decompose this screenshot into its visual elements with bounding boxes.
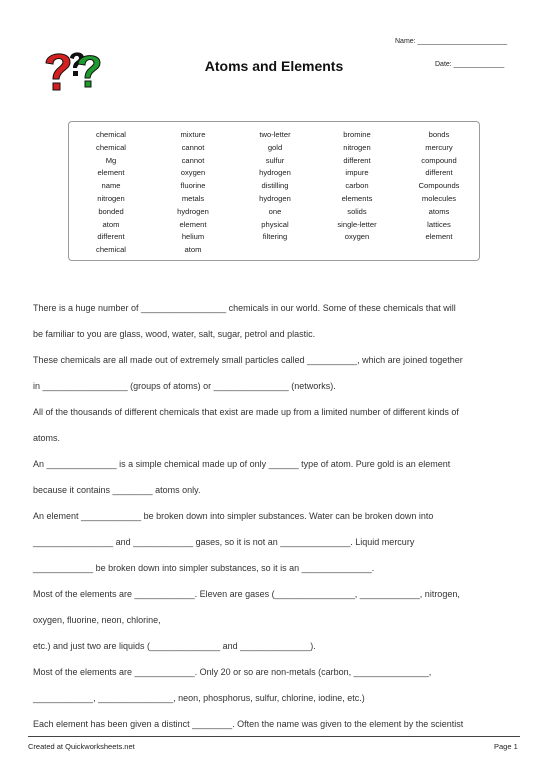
word-bank-word: different: [425, 168, 453, 178]
word-bank-word: two-letter: [259, 130, 291, 139]
word-bank-word: impure: [345, 168, 369, 178]
word-bank-word: name: [101, 181, 121, 191]
word-bank: [68, 121, 480, 261]
word-bank-word: element: [425, 232, 453, 242]
word-bank-word: atoms: [428, 206, 450, 216]
passage-line: because it contains ________ atoms only.: [33, 485, 201, 495]
passage-line: Each element has been given a distinct ________. Often the name was given to the element by the scientist: [33, 719, 464, 729]
word-bank-word: helium: [181, 232, 205, 242]
word-bank-word: cannot: [181, 155, 205, 165]
passage-line: An ______________ is a simple chemical made up of only ______ type of atom. Pure gold is an element: [33, 459, 451, 469]
footer-divider: [28, 736, 520, 737]
word-bank-word: elements: [341, 193, 373, 203]
passage-line: be familiar to you are glass, wood, water, salt, sugar, petrol and plastic.: [33, 329, 316, 339]
word-bank-word: chemical: [96, 245, 126, 255]
passage-line: Most of the elements are ____________. Eleven are gases (________________, ____________, nitrogen,: [33, 589, 460, 599]
word-bank-word: different: [97, 232, 125, 242]
word-bank-word: different: [343, 155, 371, 165]
passage-line: These chemicals are all made out of extremely small particles called __________, which are joined together: [33, 355, 463, 365]
word-bank-word: oxygen: [344, 232, 370, 242]
word-bank-word: one: [268, 206, 282, 216]
passage-line: Most of the elements are ____________. Only 20 or so are non-metals (carbon, _______________,: [33, 667, 432, 677]
passage-line: oxygen, fluorine, neon, chlorine,: [33, 615, 161, 625]
word-bank-column: [315, 129, 399, 244]
word-bank-word: sulfur: [265, 155, 285, 165]
word-bank-column: [397, 129, 481, 244]
word-bank-word: bonded: [98, 206, 124, 216]
word-bank-word: element: [97, 168, 125, 178]
word-bank-word: molecules: [421, 193, 457, 203]
word-bank-word: atom: [184, 245, 202, 255]
word-bank-column: [151, 129, 235, 257]
passage-line: ________________ and ____________ gases, so it is not an ______________. Liquid mercury: [33, 537, 415, 547]
word-bank-word: element: [179, 219, 207, 229]
passage-line: ____________ be broken down into simpler substances, so it is an ______________.: [33, 563, 375, 573]
passage-line: All of the thousands of different chemicals that exist are made up from a limited number of different kinds of: [33, 407, 459, 417]
word-bank-word: atom: [102, 219, 120, 229]
word-bank-word: hydrogen: [259, 168, 291, 178]
word-bank-word: compound: [421, 155, 457, 165]
word-bank-word: metals: [181, 193, 205, 203]
word-bank-word: Compounds: [418, 181, 460, 191]
passage-line: There is a huge number of _________________ chemicals in our world. Some of these chemicals that will: [33, 303, 456, 313]
word-bank-word: mercury: [425, 142, 453, 152]
passage-line: ____________, _______________, neon, phosphorus, sulfur, chlorine, iodine, etc.): [33, 693, 365, 703]
word-bank-word: mixture: [180, 130, 206, 139]
word-bank-word: gold: [267, 142, 283, 152]
word-bank-word: chemical: [96, 130, 126, 139]
word-bank-word: nitrogen: [97, 193, 125, 203]
passage-text: [33, 302, 519, 744]
word-bank-word: oxygen: [180, 168, 206, 178]
word-bank-word: bonds: [428, 130, 450, 139]
word-bank-word: lattices: [427, 219, 451, 229]
word-bank-word: single-letter: [337, 219, 377, 229]
word-bank-word: distilling: [261, 181, 289, 191]
page-number: Page 1: [494, 742, 518, 751]
word-bank-word: solids: [347, 206, 367, 216]
passage-line: atoms.: [33, 433, 61, 443]
passage-line: An element ____________ be broken down into simpler substances. Water can be broken down into: [33, 511, 434, 521]
name-field-label: Name: _______________________: [395, 38, 508, 45]
word-bank-word: carbon: [345, 181, 369, 191]
word-bank-word: fluorine: [180, 181, 206, 191]
word-bank-word: filtering: [262, 232, 288, 242]
word-bank-word: hydrogen: [259, 193, 291, 203]
passage-line: in _________________ (groups of atoms) or _______________ (networks).: [33, 381, 336, 391]
word-bank-word: Mg: [105, 155, 117, 165]
word-bank-column: [69, 129, 153, 257]
date-field-label: Date: _____________: [435, 61, 505, 68]
footer-credit: Created at Quickworksheets.net: [28, 742, 135, 751]
word-bank-word: chemical: [96, 142, 126, 152]
word-bank-word: physical: [261, 219, 289, 229]
worksheet-title: Atoms and Elements: [204, 58, 344, 74]
word-bank-word: nitrogen: [343, 142, 371, 152]
word-bank-word: cannot: [181, 142, 205, 152]
word-bank-column: [233, 129, 317, 244]
passage-line: etc.) and just two are liquids (______________ and ______________).: [33, 641, 316, 651]
word-bank-word: bromine: [343, 130, 371, 139]
word-bank-word: hydrogen: [177, 206, 209, 216]
